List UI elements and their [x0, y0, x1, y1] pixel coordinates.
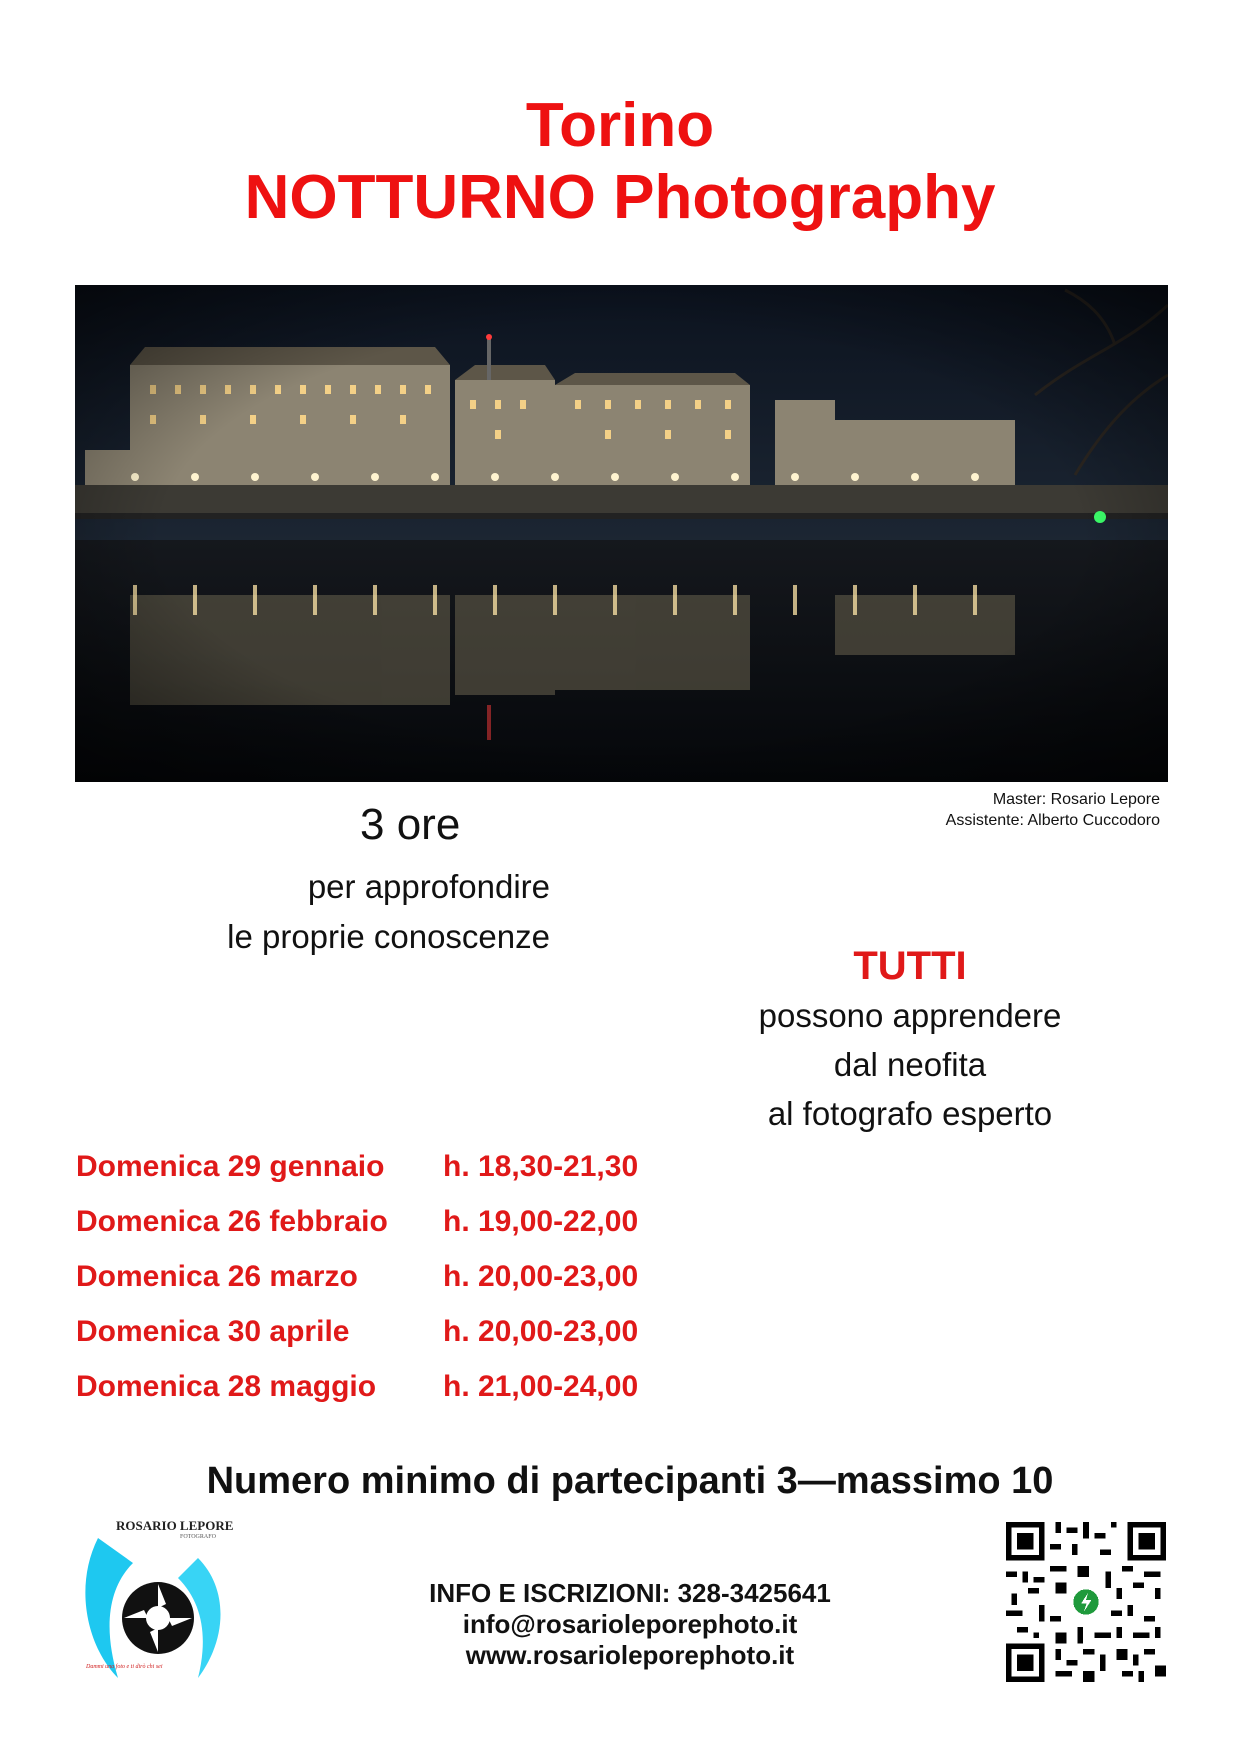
- camera-aperture-icon: [122, 1582, 194, 1654]
- audience-block: [700, 942, 1120, 1138]
- title-line-1: Torino: [525, 91, 715, 160]
- schedule-date: Domenica 26 febbraio: [76, 1205, 388, 1238]
- schedule-date: Domenica 29 gennaio: [76, 1150, 385, 1183]
- schedule-hours: h. 20,00-23,00: [443, 1260, 639, 1293]
- intro-line-2: le proprie conoscenze: [227, 918, 550, 955]
- night-river-photo: [75, 285, 1168, 782]
- schedule-date: Domenica 28 maggio: [76, 1370, 377, 1403]
- schedule-date: Domenica 26 marzo: [76, 1260, 358, 1293]
- contact-website[interactable]: www.rosarioleporephoto.it: [465, 1640, 795, 1670]
- photographer-logo: [78, 1518, 243, 1683]
- title-line-2: NOTTURNO Photography: [244, 163, 996, 232]
- contact-email[interactable]: info@rosarioleporephoto.it: [462, 1609, 798, 1639]
- schedule-hours: h. 21,00-24,00: [443, 1370, 639, 1403]
- schedule-hours: h. 18,30-21,30: [443, 1150, 639, 1183]
- participants-text: Numero minimo di partecipanti 3—massimo 10: [206, 1460, 1054, 1502]
- svg-text:Dammi una foto e ti dirò chi s: Dammi una foto e ti dirò chi sei: [86, 1664, 163, 1670]
- contacts-block: [340, 1578, 920, 1671]
- audience-line-3: al fotografo esperto: [767, 1095, 1053, 1132]
- schedule-hours: h. 19,00-22,00: [443, 1205, 639, 1238]
- contact-phone: INFO E ISCRIZIONI: 328-3425641: [429, 1578, 831, 1608]
- audience-line-2: dal neofita: [833, 1046, 987, 1083]
- schedule-hours: h. 20,00-23,00: [443, 1315, 639, 1348]
- logo-subtitle: FOTOGRAFO: [180, 1534, 216, 1540]
- duration-text: 3 ore: [360, 800, 461, 849]
- schedule-date: Domenica 30 aprile: [76, 1315, 350, 1348]
- intro-line-1: per approfondire: [307, 868, 550, 905]
- logo-name: ROSARIO LEPORE: [116, 1518, 234, 1533]
- qr-code-icon[interactable]: [1006, 1522, 1166, 1682]
- master-credit: Master: Rosario Lepore: [992, 791, 1160, 808]
- audience-line-1: possono apprendere: [758, 997, 1062, 1034]
- photo-credits: [946, 789, 1160, 831]
- audience-highlight: TUTTI: [853, 944, 967, 988]
- assistant-credit: Assistente: Alberto Cuccodoro: [945, 812, 1160, 829]
